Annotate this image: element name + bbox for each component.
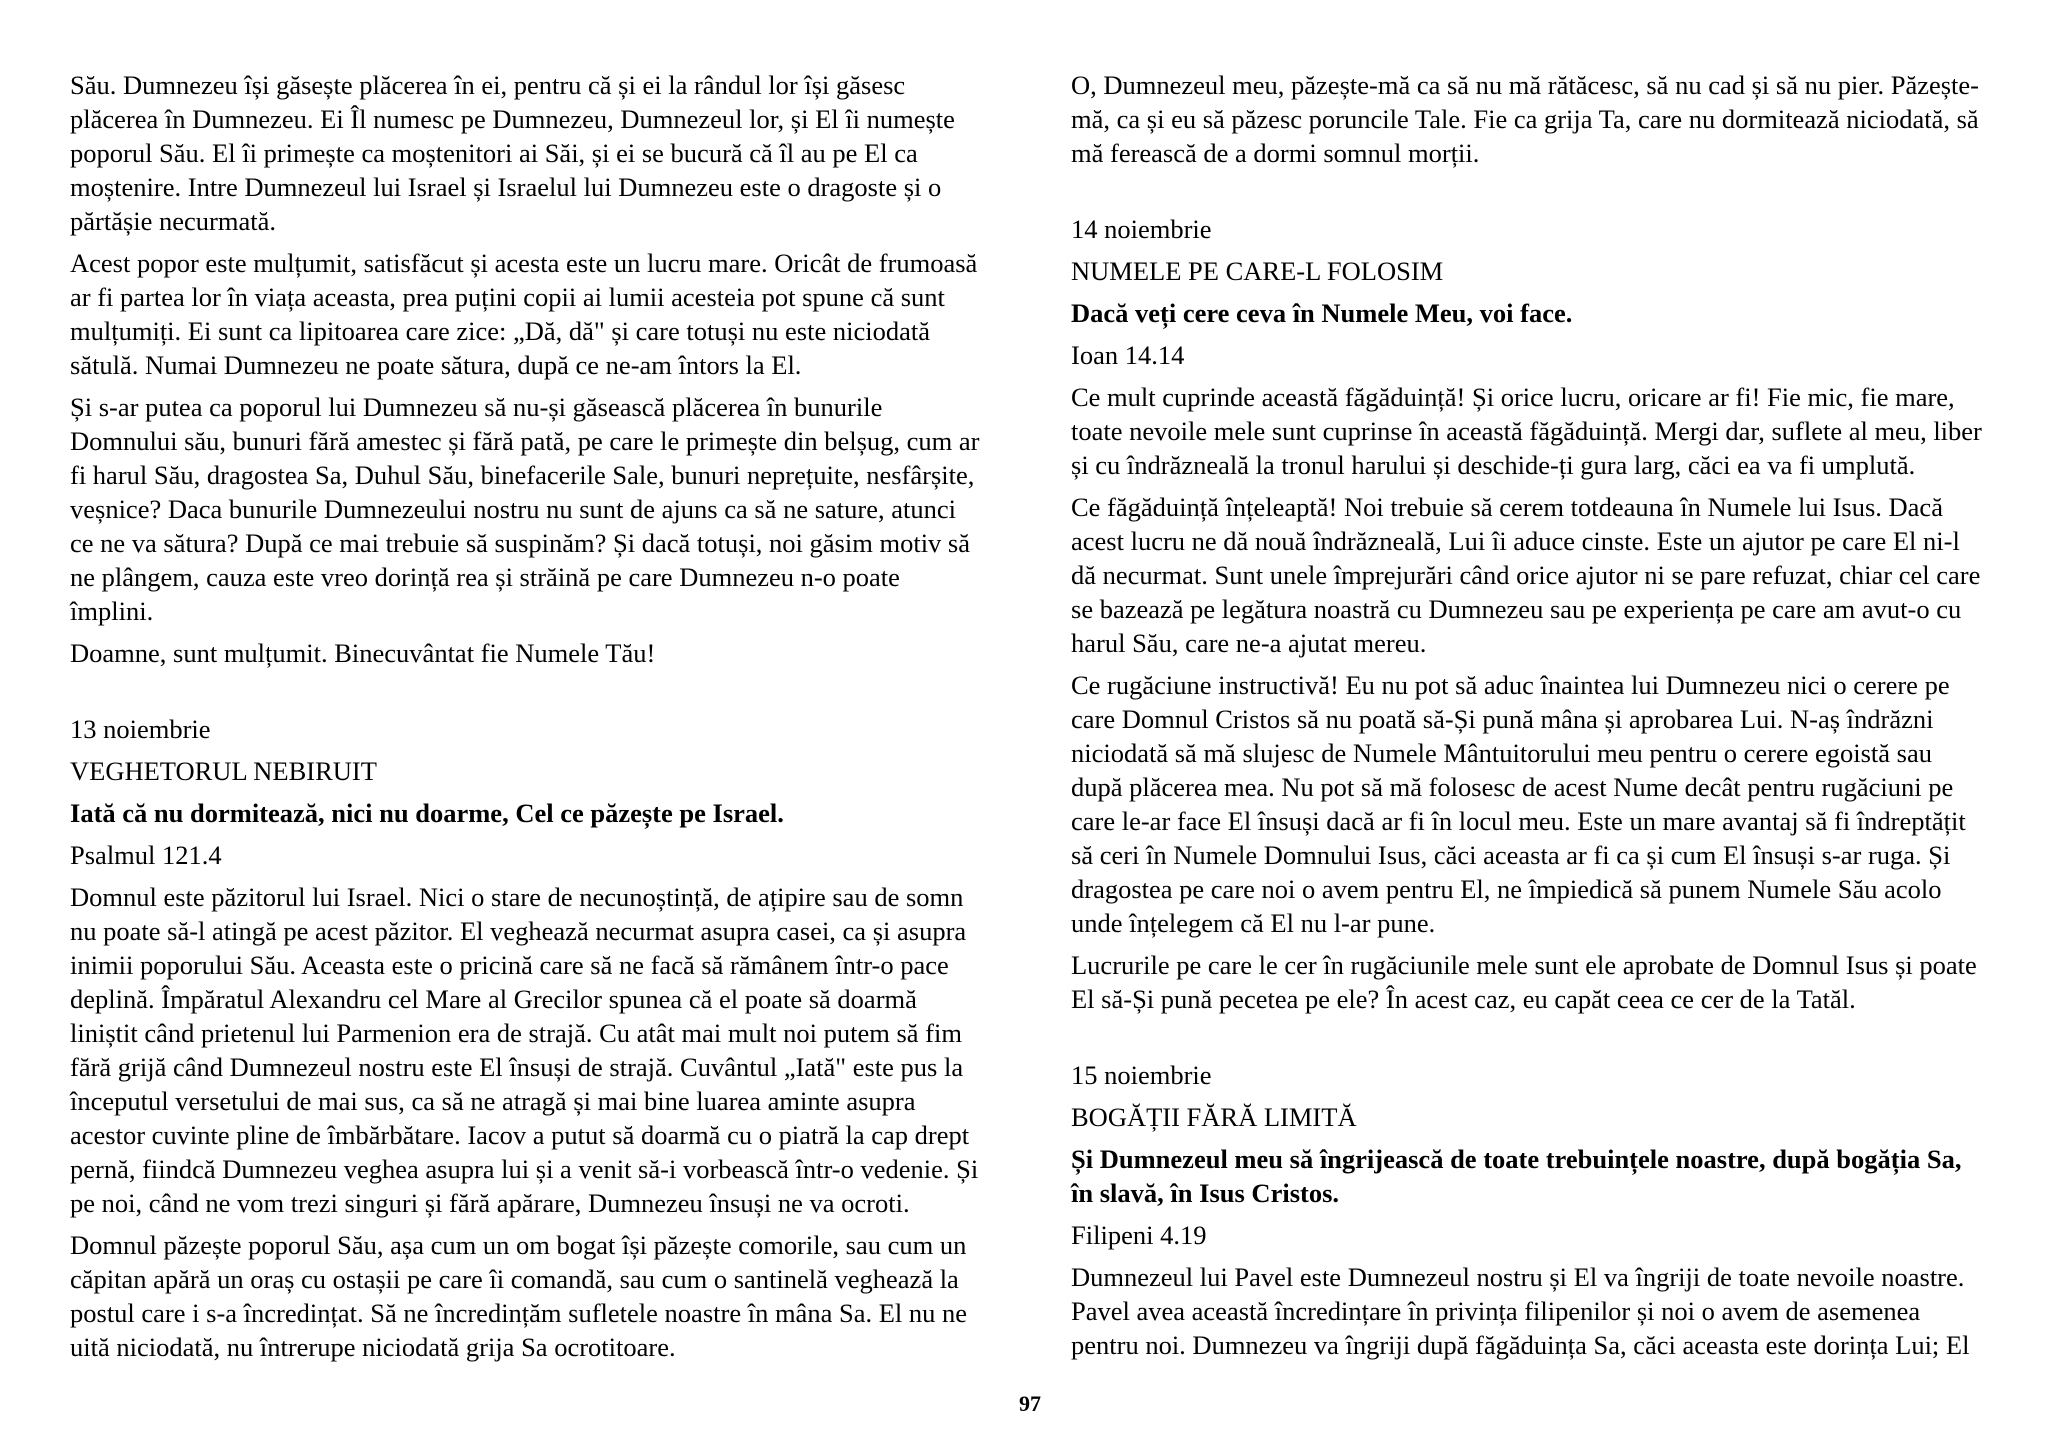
right-page-column: [1071, 68, 1986, 1370]
paragraph: Și s-ar putea ca poporul lui Dumnezeu să nu-și găsească plăcerea în bunurile Domnului său, bunuri fără amestec și fără pată, pe care le primește din belșug, cum ar fi harul Său, dragostea Sa, Duhul Său, binefacerile Sale, bunuri neprețuite, nesfârșite, veșnice? Daca bunurile Dumnezeului nostru nu sunt de ajuns ca să ne sature, atunci ce ne va sătura? După ce mai trebuie să suspinăm? Și dacă totuși, noi găsim motiv să ne plângem, cauza este vreo dorință rea și străină pe care Dumnezeu n-o poate împlini.: [70, 392, 980, 626]
left-page-column: [70, 68, 985, 1372]
paragraph: Ce mult cuprinde această făgăduință! Și orice lucru, oricare ar fi! Fie mic, fie mare, toate nevoile mele sunt cuprinse în această făgăduință. Mergi dar, suflete al meu, liber și cu îndrăzneală la tronul harului și deschide-ți gura larg, căci ea va fi umplută.: [1071, 382, 1982, 480]
entry-heading: NUMELE PE CARE-L FOLOSIM: [1071, 256, 1444, 286]
entry-date: 14 noiembrie: [1071, 214, 1212, 244]
entry-reference: Ioan 14.14: [1071, 340, 1185, 370]
paragraph: O, Dumnezeul meu, păzește-mă ca să nu mă rătăcesc, să nu cad și să nu pier. Păzește-mă, ca și eu să păzesc poruncile Tale. Fie ca grija Ta, care nu dormitează niciodată, să mă ferească de a dormi somnul morții.: [1071, 70, 1979, 168]
paragraph: Domnul este păzitorul lui Israel. Nici o stare de necunoștință, de ațipire sau de somn nu poate să-l atingă pe acest păzitor. El veghează necurmat asupra casei, ca și asupra inimii poporului Său. Aceasta este o pricină care să ne facă să rămânem într-o pace deplină. Împăratul Alexandru cel Mare al Grecilor spunea că el poate să doarmă liniștit când prietenul lui Parmenion era de strajă. Cu atât mai mult noi putem să fim fără grijă când Dumnezeul nostru este El însuși de strajă. Cuvântul „Iată" este pus la începutul versetului de mai sus, ca să ne atragă și mai bine luarea aminte asupra acestor cuvinte pline de îmbărbătare. Iacov a putut să doarmă cu o piatră la cap drept pernă, fiindcă Dumnezeu veghea asupra lui și a venit să-i vorbească într-o vedenie. Și pe noi, când ne vom trezi singuri și fără apărare, Dumnezeu însuși ne va ocroti.: [70, 882, 979, 1218]
paragraph: Domnul păzește poporul Său, așa cum un om bogat își păzește comorile, sau cum un căpitan apără un oraș cu ostașii pe care îi comandă, sau cum o santinelă veghează la postul care i s-a încredințat. Să ne încredințăm sufletele noastre în mâna Sa. El nu ne uită niciodată, nu întrerupe niciodată grija Sa ocrotitoare.: [70, 1230, 968, 1362]
devotional-entry: [1071, 212, 1986, 1016]
paragraph: Ce făgăduință înțeleaptă! Noi trebuie să cerem totdeauna în Numele lui Isus. Dacă acest lucru ne dă nouă îndrăzneală, Lui îi aduce cinste. Este un ajutor pe care El ni-l dă necurmat. Sunt unele împrejurări când orice ajutor ni se pare refuzat, chiar cel care se bazează pe legătura noastră cu Dumnezeu sau pe experiența pe care am avut-o cu harul Său, care ne-a ajutat mereu.: [1071, 492, 1981, 658]
section-gap: [70, 678, 985, 712]
paragraph: Lucrurile pe care le cer în rugăciunile mele sunt ele aprobate de Domnul Isus și poate El să-Și pună pecetea pe ele? În acest caz, eu capăt ceea ce cer de la Tatăl.: [1071, 950, 1977, 1014]
paragraph: Ce rugăciune instructivă! Eu nu pot să aduc înaintea lui Dumnezeu nici o cerere pe care Domnul Cristos să nu poată să-Și pună mâna și aprobarea Lui. N-aș îndrăzni niciodată să mă slujesc de Numele Mântuitorului meu pentru o cerere egoistă sau după plăcerea mea. Nu pot să mă folosesc de acest Nume decât pentru rugăciuni pe care le-ar face El însuși dacă ar fi în locul meu. Este un mare avantaj să fi îndreptățit să ceri în Numele Domnului Isus, căci aceasta ar fi ca și cum El însuși s-ar ruga. Și dragostea pe care noi o avem pentru El, ne împiedică să punem Numele Său acolo unde înțelegem că El nu l-ar pune.: [1071, 670, 1966, 938]
section-gap: [1071, 1024, 1986, 1058]
entry-heading: VEGHETORUL NEBIRUIT: [70, 756, 377, 786]
paragraph: Acest popor este mulțumit, satisfăcut și acesta este un lucru mare. Oricât de frumoasă ar fi partea lor în viața aceasta, prea puțini copii ai lumii acesteia pot spune că sunt mulțumiți. Ei sunt ca lipitoarea care zice: „Dă, dă" și care totuși nu este niciodată sătulă. Numai Dumnezeu ne poate sătura, după ce ne-am întors la El.: [70, 248, 978, 380]
page-number: 97: [1019, 1391, 1041, 1416]
paragraph: Dumnezeul lui Pavel este Dumnezeul nostru și El va îngriji de toate nevoile noastre. Pavel avea această încredințare în privința filipenilor și noi o avem de asemenea pentru noi. Dumnezeu va îngriji după făgăduința Sa, căci aceasta este dorința Lui; El: [1071, 1262, 1970, 1360]
entry-reference: Psalmul 121.4: [70, 840, 222, 870]
entry-date: 15 noiembrie: [1071, 1060, 1212, 1090]
section-gap: [1071, 178, 1986, 212]
entry-verse: Și Dumnezeul meu să îngrijească de toate trebuințele noastre, după bogăția Sa, în slavă, în Isus Cristos.: [1071, 1144, 1962, 1208]
paragraph: Său. Dumnezeu își găsește plăcerea în ei, pentru că și ei la rândul lor își găsesc plăcerea în Dumnezeu. Ei Îl numesc pe Dumnezeu, Dumnezeul lor, și El îi numește poporul Său. El îi primește ca moștenitori ai Săi, și ei se bucură că îl au pe El ca moștenire. Intre Dumnezeul lui Israel și Israelul lui Dumnezeu este o dragoste și o părtășie necurmată.: [70, 70, 955, 236]
entry-verse: Iată că nu dormitează, nici nu doarme, Cel ce păzește pe Israel.: [70, 798, 784, 828]
paragraph: Doamne, sunt mulțumit. Binecuvântat fie Numele Tău!: [70, 638, 656, 668]
entry-heading: BOGĂȚII FĂRĂ LIMITĂ: [1071, 1102, 1357, 1132]
entry-date: 13 noiembrie: [70, 714, 211, 744]
entry-verse: Dacă veți cere ceva în Numele Meu, voi face.: [1071, 298, 1573, 328]
devotional-entry: [70, 712, 985, 1364]
devotional-entry: [1071, 1058, 1986, 1362]
entry-reference: Filipeni 4.19: [1071, 1220, 1207, 1250]
